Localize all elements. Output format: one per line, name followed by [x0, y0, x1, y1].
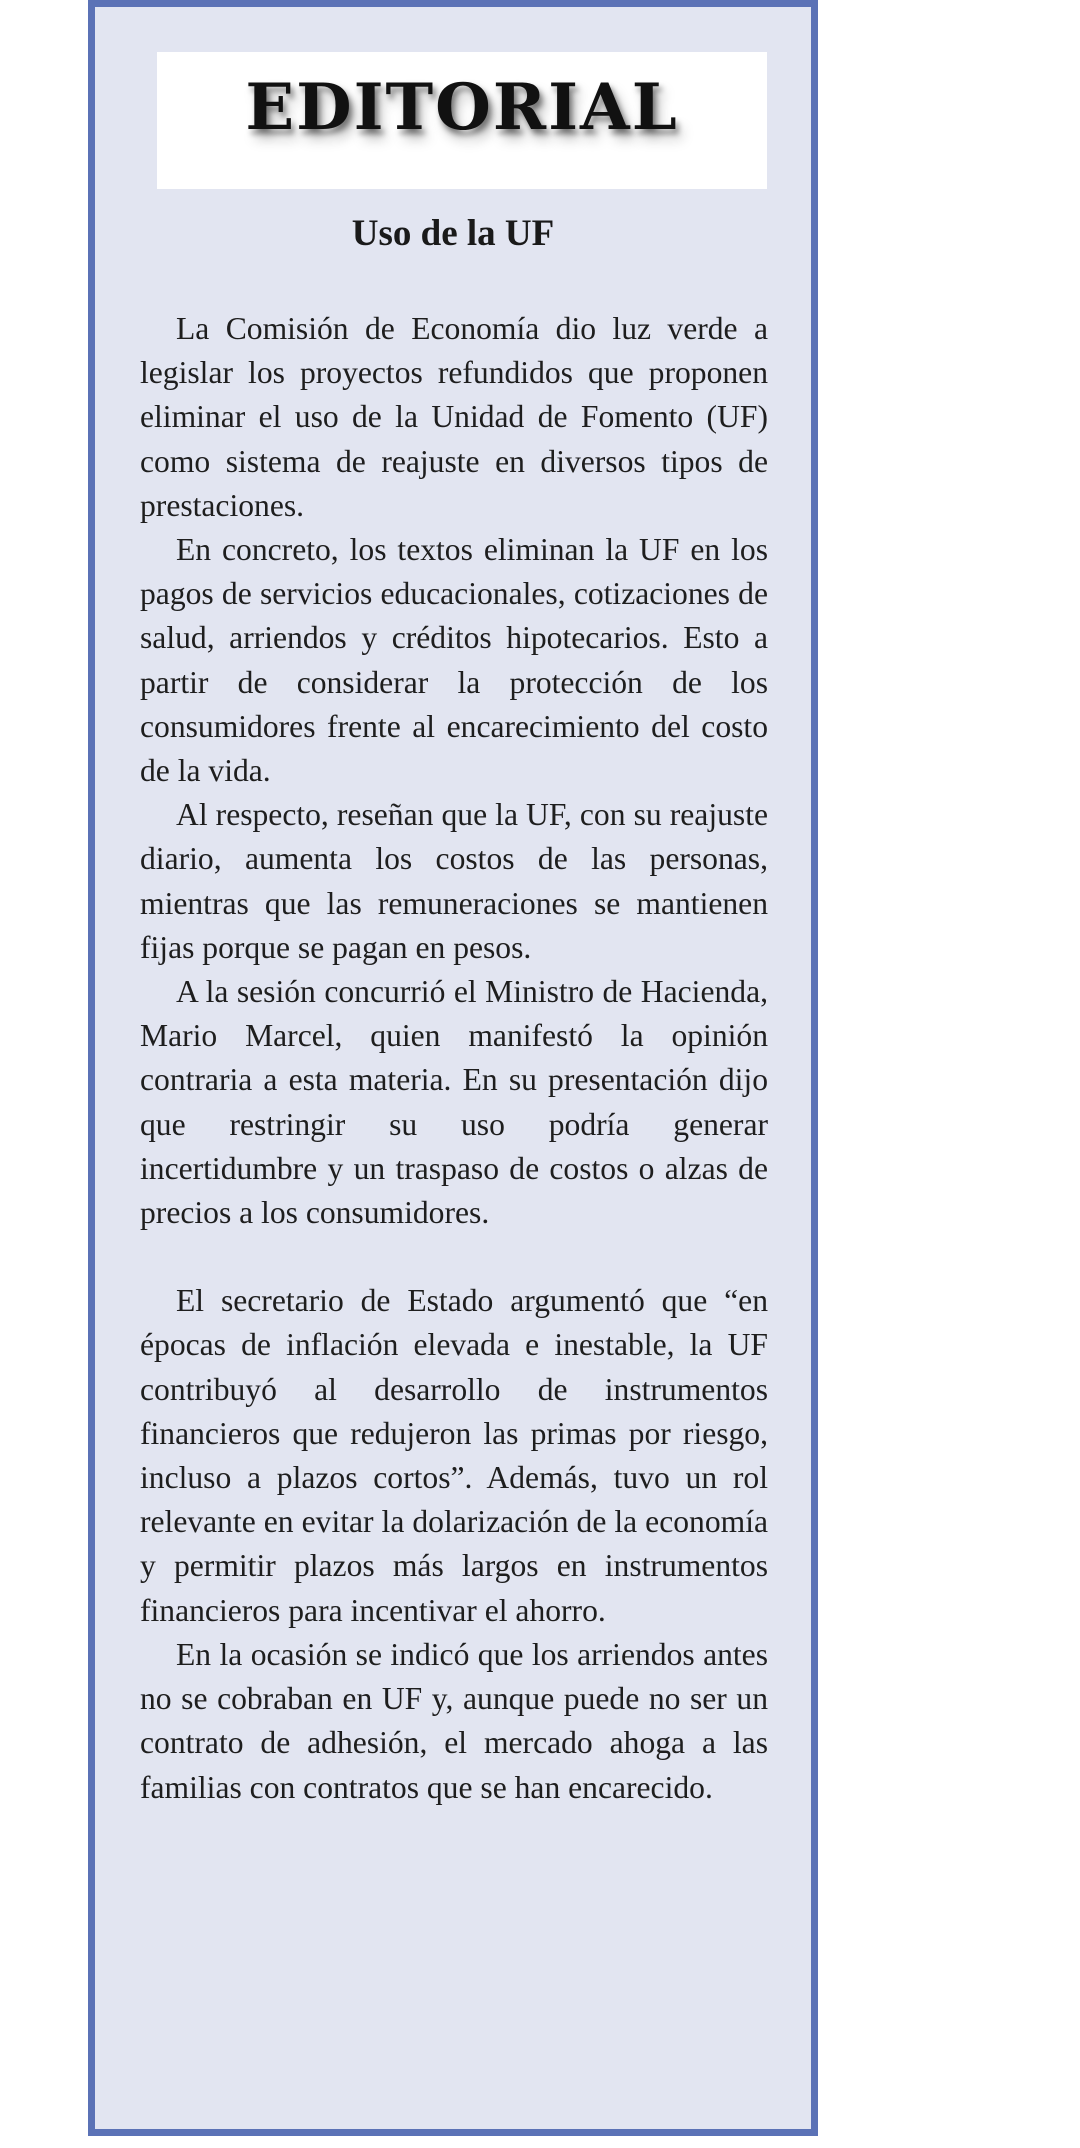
paragraph: En concreto, los textos eliminan la UF en los pagos de servicios educacionales, cotizaciones de salud, arriendos y créditos hipotecarios. Esto a partir de considerar la protección de los consumidores frente al encarecimiento del costo de la vida. [140, 532, 768, 789]
paragraph: Al respecto, reseñan que la UF, con su reajuste diario, aumenta los costos de las personas, mientras que las remuneraciones se mantienen fijas porque se pagan en pesos. [140, 797, 768, 965]
editorial-masthead [157, 52, 767, 189]
article-headline: Uso de la UF [351, 213, 555, 254]
section-label: EDITORIAL [245, 70, 679, 145]
paragraph: A la sesión concurrió el Ministro de Hacienda, Mario Marcel, quien manifestó la opinión contraria a esta materia. En su presentación dijo que restringir su uso podría generar incertidumbre y un traspaso de costos o alzas de precios a los consumidores. [140, 974, 768, 1231]
paragraph: La Comisión de Economía dio luz verde a legislar los proyectos refundidos que proponen eliminar el uso de la Unidad de Fomento (UF) como sistema de reajuste en diversos tipos de prestaciones. [140, 311, 768, 523]
article-body [140, 307, 768, 1810]
editorial-column [88, 0, 818, 2136]
paragraph: El secretario de Estado argumentó que “en épocas de inflación elevada e inestable, la UF contribuyó al desarrollo de instrumentos financieros que redujeron las primas por riesgo, incluso a plazos cortos”. Además, tuvo un rol relevante en evitar la dolarización de la economía y permitir plazos más largos en instrumentos financieros para incentivar el ahorro. [140, 1283, 768, 1628]
paragraph: En la ocasión se indicó que los arriendos antes no se cobraban en UF y, aunque puede no ser un contrato de adhesión, el mercado ahoga a las familias con contratos que se han encarecido. [140, 1636, 768, 1805]
